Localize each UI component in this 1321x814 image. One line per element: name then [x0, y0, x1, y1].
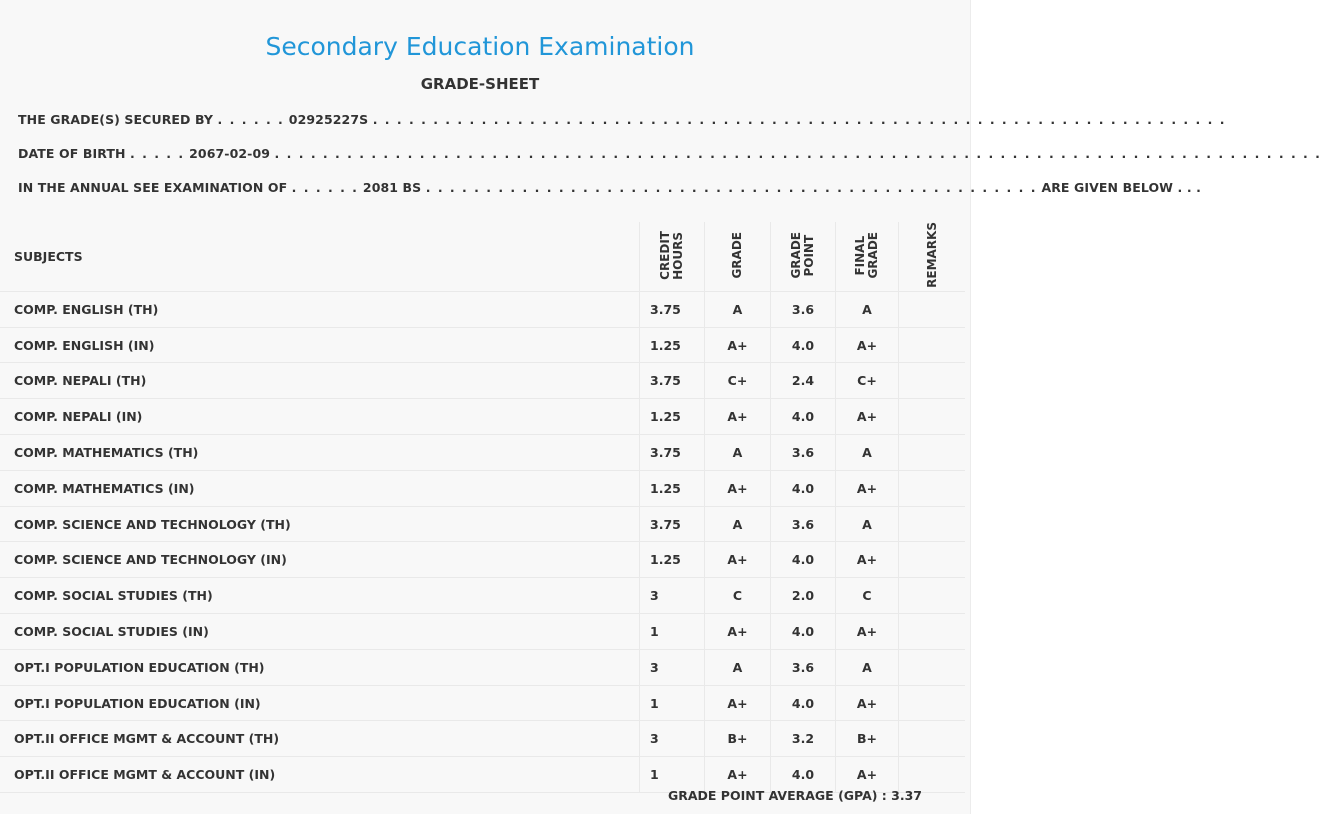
- cell-final: C+: [836, 363, 899, 399]
- cell-final: A+: [836, 757, 899, 793]
- cell-final: A+: [836, 470, 899, 506]
- secured-label: THE GRADE(S) SECURED BY: [18, 112, 214, 127]
- cell-credit: 3.75: [640, 291, 705, 327]
- cell-subject: COMP. NEPALI (TH): [0, 363, 640, 399]
- cell-final: A: [836, 291, 899, 327]
- cell-point: 3.6: [771, 435, 836, 471]
- cell-grade: A: [705, 291, 771, 327]
- cell-subject: OPT.II OFFICE MGMT & ACCOUNT (TH): [0, 721, 640, 757]
- cell-point: 2.0: [771, 578, 836, 614]
- table-header-row: [0, 222, 965, 291]
- cell-credit: 3: [640, 721, 705, 757]
- cell-remarks: [899, 578, 966, 614]
- table-row: [0, 435, 965, 471]
- grades-table: [0, 222, 965, 793]
- cell-credit: 1: [640, 614, 705, 650]
- cell-grade: C: [705, 578, 771, 614]
- table-row: [0, 614, 965, 650]
- cell-final: A: [836, 435, 899, 471]
- cell-subject: COMP. NEPALI (IN): [0, 399, 640, 435]
- page-subtitle: GRADE-SHEET: [420, 75, 540, 93]
- header-subjects: SUBJECTS: [0, 222, 640, 291]
- cell-credit: 1.25: [640, 399, 705, 435]
- cell-grade: A+: [705, 399, 771, 435]
- cell-grade: A+: [705, 470, 771, 506]
- table-row: [0, 649, 965, 685]
- cell-point: 4.0: [771, 327, 836, 363]
- cell-final: A: [836, 506, 899, 542]
- exam-label: IN THE ANNUAL SEE EXAMINATION OF: [18, 180, 288, 195]
- table-row: [0, 506, 965, 542]
- cell-final: A+: [836, 327, 899, 363]
- cell-credit: 1.25: [640, 327, 705, 363]
- info-secured-by: THE GRADE(S) SECURED BY . . . . . . 02925227S . . . . . . . . . . . . . . . . . . . . . . . . . . . . . . . . . . . . . . . . . . . . . . . . . . . . . . . . . . . . . . . . . . . . . . .: [18, 112, 1226, 127]
- table-row: [0, 399, 965, 435]
- cell-remarks: [899, 685, 966, 721]
- cell-grade: A: [705, 649, 771, 685]
- gpa-summary: GRADE POINT AVERAGE (GPA) : 3.37: [667, 788, 922, 803]
- cell-remarks: [899, 542, 966, 578]
- cell-subject: COMP. MATHEMATICS (IN): [0, 470, 640, 506]
- cell-subject: OPT.I POPULATION EDUCATION (IN): [0, 685, 640, 721]
- cell-subject: OPT.I POPULATION EDUCATION (TH): [0, 649, 640, 685]
- cell-point: 2.4: [771, 363, 836, 399]
- cell-grade: A: [705, 435, 771, 471]
- table-row: [0, 470, 965, 506]
- cell-remarks: [899, 291, 966, 327]
- cell-subject: COMP. SOCIAL STUDIES (IN): [0, 614, 640, 650]
- cell-subject: COMP. SCIENCE AND TECHNOLOGY (IN): [0, 542, 640, 578]
- dob-value: 2067-02-09: [189, 146, 271, 161]
- page-title: Secondary Education Examination: [265, 32, 695, 61]
- cell-grade: A+: [705, 327, 771, 363]
- cell-point: 3.6: [771, 291, 836, 327]
- cell-remarks: [899, 614, 966, 650]
- cell-subject: COMP. SOCIAL STUDIES (TH): [0, 578, 640, 614]
- cell-point: 3.2: [771, 721, 836, 757]
- cell-point: 4.0: [771, 614, 836, 650]
- cell-grade: A+: [705, 757, 771, 793]
- cell-credit: 3.75: [640, 363, 705, 399]
- cell-remarks: [899, 399, 966, 435]
- cell-credit: 3: [640, 649, 705, 685]
- cell-final: A+: [836, 399, 899, 435]
- header-grade: GRADE: [705, 222, 771, 291]
- table-row: [0, 291, 965, 327]
- exam-value: 2081 BS: [362, 180, 422, 195]
- cell-subject: COMP. ENGLISH (TH): [0, 291, 640, 327]
- cell-grade: B+: [705, 721, 771, 757]
- cell-final: A+: [836, 542, 899, 578]
- table-row: [0, 542, 965, 578]
- cell-credit: 1: [640, 757, 705, 793]
- info-date-of-birth: DATE OF BIRTH . . . . . 2067-02-09 . . . . . . . . . . . . . . . . . . . . . . . . . . . . . . . . . . . . . . . . . . . . . . . . . . . . . . . . . . . . . . . . . . . . . . . . . . . . . . . . . . . . . . .: [18, 146, 1321, 161]
- cell-point: 3.6: [771, 506, 836, 542]
- cell-point: 4.0: [771, 685, 836, 721]
- cell-final: A: [836, 649, 899, 685]
- table-row: [0, 721, 965, 757]
- header-grade-point: GRADE POINT: [771, 222, 836, 291]
- cell-subject: COMP. MATHEMATICS (TH): [0, 435, 640, 471]
- cell-point: 4.0: [771, 757, 836, 793]
- cell-point: 3.6: [771, 649, 836, 685]
- secured-value: 02925227S: [288, 112, 369, 127]
- cell-remarks: [899, 363, 966, 399]
- cell-grade: A+: [705, 542, 771, 578]
- cell-grade: C+: [705, 363, 771, 399]
- cell-point: 4.0: [771, 399, 836, 435]
- cell-credit: 1: [640, 685, 705, 721]
- cell-remarks: [899, 721, 966, 757]
- header-credit-hours: CREDIT HOURS: [640, 222, 705, 291]
- cell-credit: 1.25: [640, 470, 705, 506]
- header-remarks: REMARKS: [899, 222, 966, 291]
- cell-grade: A+: [705, 614, 771, 650]
- table-row: [0, 578, 965, 614]
- cell-remarks: [899, 435, 966, 471]
- table-row: [0, 327, 965, 363]
- exam-suffix: ARE GIVEN BELOW . . .: [1041, 180, 1201, 195]
- cell-subject: OPT.II OFFICE MGMT & ACCOUNT (IN): [0, 757, 640, 793]
- dob-label: DATE OF BIRTH: [18, 146, 126, 161]
- cell-point: 4.0: [771, 470, 836, 506]
- cell-credit: 3.75: [640, 506, 705, 542]
- cell-remarks: [899, 649, 966, 685]
- table-row: [0, 363, 965, 399]
- cell-final: B+: [836, 721, 899, 757]
- header-final-grade: FINAL GRADE: [836, 222, 899, 291]
- cell-final: A+: [836, 614, 899, 650]
- cell-grade: A+: [705, 685, 771, 721]
- cell-credit: 3: [640, 578, 705, 614]
- cell-point: 4.0: [771, 542, 836, 578]
- table-row: [0, 685, 965, 721]
- cell-subject: COMP. SCIENCE AND TECHNOLOGY (TH): [0, 506, 640, 542]
- cell-credit: 3.75: [640, 435, 705, 471]
- cell-grade: A: [705, 506, 771, 542]
- cell-remarks: [899, 327, 966, 363]
- info-exam: IN THE ANNUAL SEE EXAMINATION OF . . . . . . 2081 BS . . . . . . . . . . . . . . . . . . . . . . . . . . . . . . . . . . . . . . . . . . . . . . . . . . . ARE GIVEN BELOW . . .: [18, 180, 1201, 195]
- cell-remarks: [899, 506, 966, 542]
- cell-final: A+: [836, 685, 899, 721]
- cell-credit: 1.25: [640, 542, 705, 578]
- cell-subject: COMP. ENGLISH (IN): [0, 327, 640, 363]
- cell-remarks: [899, 470, 966, 506]
- cell-final: C: [836, 578, 899, 614]
